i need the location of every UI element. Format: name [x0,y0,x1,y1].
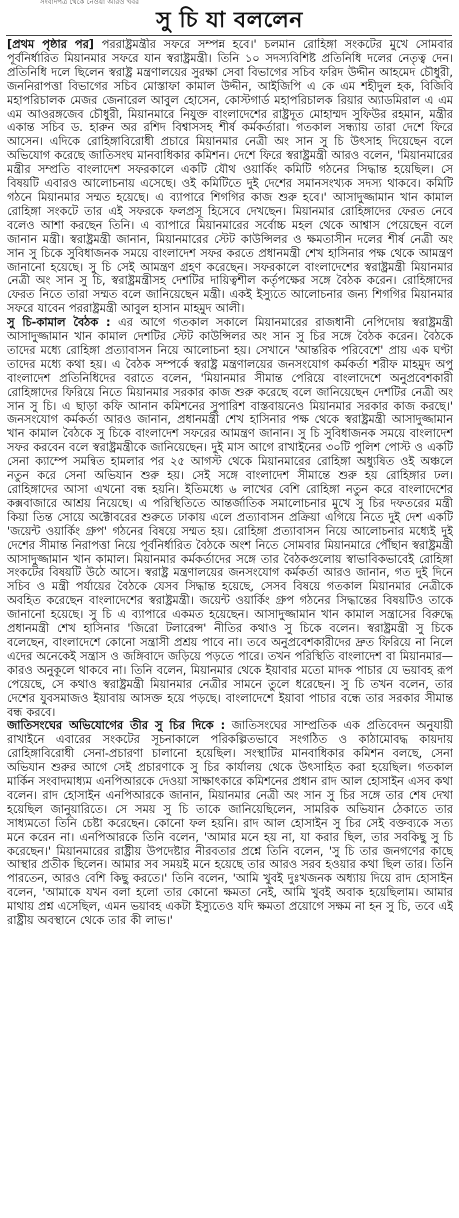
section-heading-un-allegation: জাতিসংঘের অভিযোগের তীর সু চির দিকে : [7,719,226,733]
paragraph-1-text: পররাষ্ট্রমন্ত্রীর সফরে সম্পন্ন হবে।' চলমান রোহিঙ্গা সংকটের মুখে সোমবার পূর্বনির্ধারিত মিয়ানমার সফরে যান স্বরাষ্ট্রমন্ত্রী। তিনি ১০ সদস্যবিশিষ্ট প্রতিনিধি দলের নেতৃত্ব দেন। প্রতিনিধি দলে ছিলেন স্বরাষ্ট্র মন্ত্রণালয়ের সুরক্ষা সেবা বিভাগের সচিব ফরিদ উদ্দীন আহমেদ চৌধুরী, জননিরাপত্তা বিভাগের সচিব মোস্তাফা কামাল উদ্দীন, আইজিপি এ কে এম শহীদুল হক, বিজিবি মহাপরিচালক মেজর জেনারেল আবুল হোসেন, কোস্টগার্ড মহাপরিচালক রিয়ার অ্যাডমিরাল এ এম এম আওরঙ্গজেব চৌধুরী, মিয়ানমারে নিযুক্ত বাংলাদেশের রাষ্ট্রদূত মোহাম্মদ সুফিউর রহমান, মন্ত্রীর একান্ত সচিব ড. হারুন অর রশিদ বিশ্বাসসহ শীর্ষ কর্মকর্তারা। গতকাল সন্ধ্যায় তারা দেশে ফিরে আসেন। এদিকে রোহিঙ্গাবিরোধী প্রচারে মিয়ানমার নেত্রী অং সান সু চি উৎসাহ দিয়েছেন বলে অভিযোগ করেছে জাতিসংঘ মানবাধিকার কমিশন। দেশে ফিরে স্বরাষ্ট্রমন্ত্রী আরও বলেন, 'মিয়ানমারের মন্ত্রীর সম্প্রতি বাংলাদেশ সফরকালে একটি যৌথ ওয়ার্কিং কমিটি গঠনের সিদ্ধান্ত হয়েছিল। সে বিষয়টি এবারও আলোচনায় এসেছে। ওই কমিটিতে দুই দেশের সমানসংখ্যক সদস্য থাকবে। কমিটি গঠনে মিয়ানমার সম্মত হয়েছে। এ ব্যাপারে শিগগির কাজ শুরু হবে।' আসাদুজ্জামান খান কামাল রোহিঙ্গা সংকটে তার এই সফরকে ফলপ্রসূ হিসেবে দেখছেন। মিয়ানমার রোহিঙ্গাদের ফেরত নেবে বলেও আশা করছেন তিনি। এ ব্যাপারে মিয়ানমারের সর্বোচ্চ মহল থেকে আশ্বাস পেয়েছেন বলে জানান মন্ত্রী। স্বরাষ্ট্রমন্ত্রী জানান, মিয়ানমারের স্টেট কাউন্সিলর ও ক্ষমতাসীন দলের শীর্ষ নেত্রী অং সান সু চিকে সুবিধাজনক সময়ে বাংলাদেশ সফর করতে প্রধানমন্ত্রী শেখ হাসিনার পক্ষ থেকে আমন্ত্রণ জানানো হয়েছে। সু চি সেই আমন্ত্রণ গ্রহণ করেছেন। সফরকালে বাংলাদেশের স্বরাষ্ট্রমন্ত্রী মিয়ানমার নেত্রী অং সান সু চি, স্বরাষ্ট্রমন্ত্রীসহ দেশটির দায়িত্বশীল কর্তৃপক্ষের সঙ্গে বৈঠক করেন। রোহিঙ্গাদের ফেরত নিতে তারা সম্মত বলে জানিয়েছেন মন্ত্রী। একই ইস্যুতে আলোচনার জন্য শিগগির মিয়ানমার সফরে যাবেন পররাষ্ট্রমন্ত্রী আবুল হাসান মাহমুদ আলী। [7,38,453,316]
section-heading-su-chi-kamal-meeting: সু চি-কামাল বৈঠক : [7,316,111,330]
continuation-label: [প্রথম পৃষ্ঠার পর] [7,38,94,51]
paragraph-3-text: জাতিসংঘের সাম্প্রতিক এক প্রতিবেদন অনুযায়ী রাখাইনে এবারের সংকটের সূচনাকালে পরিকল্পিতভাবে সংগঠিত ও কাঠামোবদ্ধ কায়দায় রোহিঙ্গাবিরোধী সেনা-প্রচারণা চালানো হয়েছিল। সংস্থাটির মানবাধিকার কমিশন বলছে, সেনা অভিযান শুরুর আগে সেই প্রচারণাকে সু চির কার্যালয় থেকে উৎসাহিত করা হয়েছিল। গতকাল মার্কিন সংবাদমাধ্যম এনপিআরকে দেওয়া সাক্ষাৎকারে কমিশনের প্রধান রাদ আল হোসাইন এসব কথা বলেন। রাদ হোসাইন এনপিআরকে জানান, মিয়ানমার নেত্রী অং সান সু চির সঙ্গে তার শেষ দেখা হয়েছিল জানুয়ারিতে। সে সময় সু চি তাকে জানিয়েছিলেন, সামরিক অভিযান ঠেকাতে তার সাধ্যমতো তিনি চেষ্টা করেছেন। কোনো ফল হয়নি। রাদ আল হোসাইন সু চির সেই বক্তব্যকে সত্য মনে করেন না। এনপিআরকে তিনি বলেন, 'আমার মনে হয় না, যা করার ছিল, তার সবকিছু সু চি করেছেন।' মিয়ানমারের রাষ্ট্রীয় উপদেষ্টার নীরবতার প্রশ্নে তিনি বলেন, 'সু চি তার জনগণের কাছে আস্থার প্রতীক ছিলেন। আমার সব সময়ই মনে হয়েছে তার আরও সরব হওয়ার কথা ছিল তার। তিনি পারতেন, আরও বেশি কিছু করতে।' তিনি বলেন, 'আমি খুবই দুঃখজনক অধ্যায় দিয়ে রাদ হোসাইন বলেন, 'আমাকে যখন বলা হলো তার কোনো ক্ষমতা নেই, আমি খুবই অবাক হয়েছিলাম। আমার মাথায় প্রশ্ন এসেছিল, এমন ভয়াবহ একটা ইস্যুতেও যদি ক্ষমতা প্রয়োগে সক্ষম না হন সু চি, তবে এই রাষ্ট্রীয় অবস্থানে থেকে তার কী লাভ।' [7,719,453,928]
headline-divider [6,35,452,36]
top-cropped-text: সংবাদপত্র থেকে নেওয়া আরও খবর [40,0,139,5]
article-headline: সু চি যা বললেন [156,8,303,33]
article-body [7,38,453,1216]
paragraph-2 [7,316,453,719]
paragraph-3 [7,719,453,928]
paragraph-2-text: এর আগে গতকাল সকালে মিয়ানমারের রাজধানী নেপিদোয় স্বরাষ্ট্রমন্ত্রী আসাদুজ্জামান খান কামাল দেশটির স্টেট কাউন্সিলর অং সান সু চির সঙ্গে বৈঠক করেন। বৈঠকে তাদের মধ্যে রোহিঙ্গা প্রত্যাবাসন নিয়ে আলোচনা হয়। সেখানে 'আন্তরিক পরিবেশে' প্রায় এক ঘণ্টা তাদের মধ্যে কথা হয়। এ বৈঠক সম্পর্কে স্বরাষ্ট্র মন্ত্রণালয়ের জনসংযোগ কর্মকর্তা শরীফ মাহমুদ অপু বাংলাদেশ প্রতিনিধিদের বরাতে বলেন, 'মিয়ানমার সীমান্ত পেরিয়ে বাংলাদেশে অনুপ্রবেশকারী রোহিঙ্গাদের ফিরিয়ে নিতে মিয়ানমার সরকার কাজ শুরু করেছে বলে জানিয়েছেন দেশটির নেত্রী অং সান সু চি। এ ছাড়া কফি আনান কমিশনের সুপারিশ বাস্তবায়নেও মিয়ানমার সরকার কাজ করছে।' জনসংযোগ কর্মকর্তা আরও জানান, প্রধানমন্ত্রী শেখ হাসিনার পক্ষ থেকে স্বরাষ্ট্রমন্ত্রী আসাদুজ্জামান খান কামাল বৈঠকে সু চিকে বাংলাদেশ সফরের আমন্ত্রণ জানান। সু চি সুবিধাজনক সময়ে বাংলাদেশ সফর করবেন বলে স্বরাষ্ট্রমন্ত্রীকে জানিয়েছেন। দুই মাস আগে রাখাইনের ৩০টি পুলিশ পোস্ট ও একটি সেনা ক্যাম্পে সমন্বিত হামলার পর ২৫ আগস্ট থেকে মিয়ানমারের রোহিঙ্গা অধ্যুষিত ওই অঞ্চলে নতুন করে সেনা অভিযান শুরু হয়। সেই সঙ্গে বাংলাদেশ সীমান্তে শুরু হয় রোহিঙ্গার ঢল। রোহিঙ্গাদের আসা এখনো বন্ধ হয়নি। ইতিমধ্যে ৬ লাখের বেশি রোহিঙ্গা নতুন করে বাংলাদেশের কক্সবাজারে আশ্রয় নিয়েছে। এ পরিস্থিতিতে আন্তর্জাতিক সমালোচনার মুখে সু চির দফতরের মন্ত্রী কিয়া তিন্ত সোয়ে অক্টোবরের শুরুতে ঢাকায় এলে প্রত্যাবাসন প্রক্রিয়া এগিয়ে নিতে দুই দেশ একটি 'জয়েন্ট ওয়ার্কিং গ্রুপ' গঠনের বিষয়ে সম্মত হয়। রোহিঙ্গা প্রত্যাবাসন নিয়ে আলোচনার মধ্যেই দুই দেশের সীমান্ত নিরাপত্তা নিয়ে পূর্বনির্ধারিত বৈঠকে অংশ নিতে সোমবার মিয়ানমারে পৌঁছান স্বরাষ্ট্রমন্ত্রী আসাদুজ্জামান খান কামাল। মিয়ানমার কর্মকর্তাদের সঙ্গে তার বৈঠকগুলোয় স্বাভাবিকভাবেই রোহিঙ্গা সংকটের বিষয়টি উঠে আসে। স্বরাষ্ট্র মন্ত্রণালয়ের জনসংযোগ কর্মকর্তা আরও জানান, গত দুই দিনে সচিব ও মন্ত্রী পর্যায়ের বৈঠকে যেসব সিদ্ধান্ত হয়েছে, সেসব বিষয়ে গতকাল মিয়ানমার নেত্রীকে অবহিত করেছেন বাংলাদেশের স্বরাষ্ট্রমন্ত্রী। জয়েন্ট ওয়ার্কিং গ্রুপ গঠনের সিদ্ধান্তের বিষয়টিও তাকে জানানো হয়েছে। সু চি এ ব্যাপারে একমত হয়েছেন। আসাদুজ্জামান খান কামাল সন্ত্রাসের বিরুদ্ধে প্রধানমন্ত্রী শেখ হাসিনার 'জিরো টলারেন্স' নীতির কথাও সু চিকে বলেন। স্বরাষ্ট্রমন্ত্রী সু চিকে বলেছেন, বাংলাদেশে কোনো সন্ত্রাসী প্রশ্রয় পাবে না। তবে অনুপ্রবেশকারীদের দ্রুত ফিরিয়ে না নিলে এদের অনেকেই সন্ত্রাস ও জঙ্গিবাদে জড়িয়ে পড়তে পারে। তখন পরিস্থিতি বাংলাদেশ বা মিয়ানমার— কারও অনুকূলে থাকবে না। তিনি বলেন, মিয়ানমার থেকে ইয়াবার মতো মাদক পাচার যে ভয়াবহ রূপ পেয়েছে, সে কথাও স্বরাষ্ট্রমন্ত্রী মিয়ানমার নেত্রীর সামনে তুলে ধরেছেন। সু চি তখন বলেন, তার দেশের যুবসমাজও ইয়াবায় আসক্ত হয়ে পড়ছে। বাংলাদেশে ইয়াবা পাচার বন্ধে তার সরকার সীমান্ত বন্ধ করবে। [7,316,453,719]
paragraph-1 [7,38,453,316]
